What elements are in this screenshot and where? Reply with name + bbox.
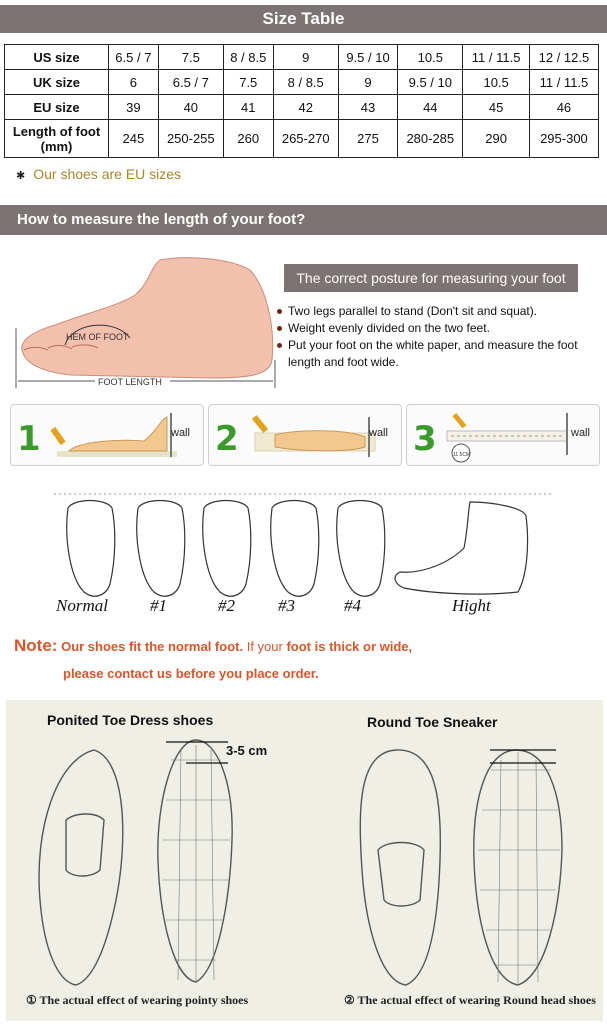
size-cell: 8 / 8.5 [273, 70, 338, 95]
note-bold-text: Our shoes fit the normal foot. [61, 639, 244, 654]
size-cell: 42 [273, 95, 338, 120]
posture-item: Two legs parallel to stand (Don't sit and squat). [276, 303, 600, 320]
size-cell: 8 / 8.5 [223, 45, 273, 70]
eu-size-note-text: Our shoes are EU sizes [33, 166, 182, 182]
measure-step-3 [406, 404, 600, 466]
measure-banner: How to measure the length of your foot? [0, 205, 607, 235]
pointed-toe-title: Ponited Toe Dress shoes [47, 712, 214, 728]
size-cell: 43 [338, 95, 397, 120]
size-cell: 280-285 [398, 120, 463, 158]
round-toe-title: Round Toe Sneaker [367, 714, 498, 730]
fit-note [14, 636, 412, 656]
size-cell: 44 [398, 95, 463, 120]
eu-size-note [16, 166, 181, 182]
size-row-label: UK size [5, 70, 109, 95]
size-cell: 11 / 11.5 [463, 45, 529, 70]
note-end-text: foot is thick or wide, [286, 639, 413, 654]
size-cell: 265-270 [273, 120, 338, 158]
note-key: Note: [14, 636, 58, 655]
size-cell: 295-300 [529, 120, 598, 158]
note-plain-text: If your [246, 639, 283, 654]
size-cell: 260 [223, 120, 273, 158]
size-cell: 9.5 / 10 [338, 45, 397, 70]
step-number: 3 [413, 419, 437, 459]
posture-list [276, 303, 600, 371]
measurement-tag: 11.5CM [453, 452, 471, 458]
wall-label: wall [171, 427, 190, 439]
size-cell: 275 [338, 120, 397, 158]
size-cell: 7.5 [158, 45, 223, 70]
size-cell: 40 [158, 95, 223, 120]
step-number: 2 [215, 419, 239, 459]
posture-item: Weight evenly divided on the two feet. [276, 320, 600, 337]
size-row-label: EU size [5, 95, 109, 120]
size-cell: 45 [463, 95, 529, 120]
size-table-banner: Size Table [0, 5, 607, 33]
step-number: 1 [17, 419, 41, 459]
wall-label: wall [571, 427, 590, 439]
foot-type-label: #2 [218, 596, 235, 615]
size-table-row [5, 70, 599, 95]
size-cell: 245 [109, 120, 159, 158]
foot-type-label: #3 [278, 596, 295, 615]
foot-type-label: #1 [150, 596, 167, 615]
size-cell: 290 [463, 120, 529, 158]
size-cell: 9.5 / 10 [398, 70, 463, 95]
size-cell: 10.5 [398, 45, 463, 70]
size-cell: 46 [529, 95, 598, 120]
shoe-comparison-illustration [6, 700, 603, 990]
measure-step-2 [208, 404, 402, 466]
round-toe-caption: ② The actual effect of wearing Round head shoes [344, 993, 596, 1007]
size-cell: 6.5 / 7 [158, 70, 223, 95]
size-table-row [5, 95, 599, 120]
size-table [4, 44, 599, 158]
foot-type-label: Normal [56, 596, 108, 615]
size-row-label: Length of foot (mm) [5, 120, 109, 158]
hem-of-foot-label: HEM OF FOOT [66, 332, 129, 342]
size-cell: 6 [109, 70, 159, 95]
size-cell: 9 [273, 45, 338, 70]
size-cell: 11 / 11.5 [529, 70, 598, 95]
size-cell: 10.5 [463, 70, 529, 95]
size-cell: 7.5 [223, 70, 273, 95]
wall-label: wall [369, 427, 388, 439]
size-cell: 39 [109, 95, 159, 120]
size-table-row [5, 120, 599, 158]
gap-label: 3-5 cm [226, 743, 268, 758]
foot-type-label: Hight [452, 596, 491, 615]
posture-title: The correct posture for measuring your foot [284, 264, 578, 292]
size-cell: 9 [338, 70, 397, 95]
bullet-icon: ✱ [16, 170, 26, 182]
fit-note-line-2: please contact us before you place order. [63, 666, 319, 681]
size-cell: 12 / 12.5 [529, 45, 598, 70]
size-cell: 250-255 [158, 120, 223, 158]
measure-step-1 [10, 404, 204, 466]
size-cell: 6.5 / 7 [109, 45, 159, 70]
size-table-row [5, 45, 599, 70]
foot-length-label: FOOT LENGTH [98, 377, 162, 387]
foot-type-label: #4 [344, 596, 361, 615]
posture-item: Put your foot on the white paper, and measure the foot length and foot wide. [276, 337, 600, 371]
size-cell: 41 [223, 95, 273, 120]
pointed-toe-caption: ① The actual effect of wearing pointy shoes [26, 993, 249, 1007]
size-row-label: US size [5, 45, 109, 70]
